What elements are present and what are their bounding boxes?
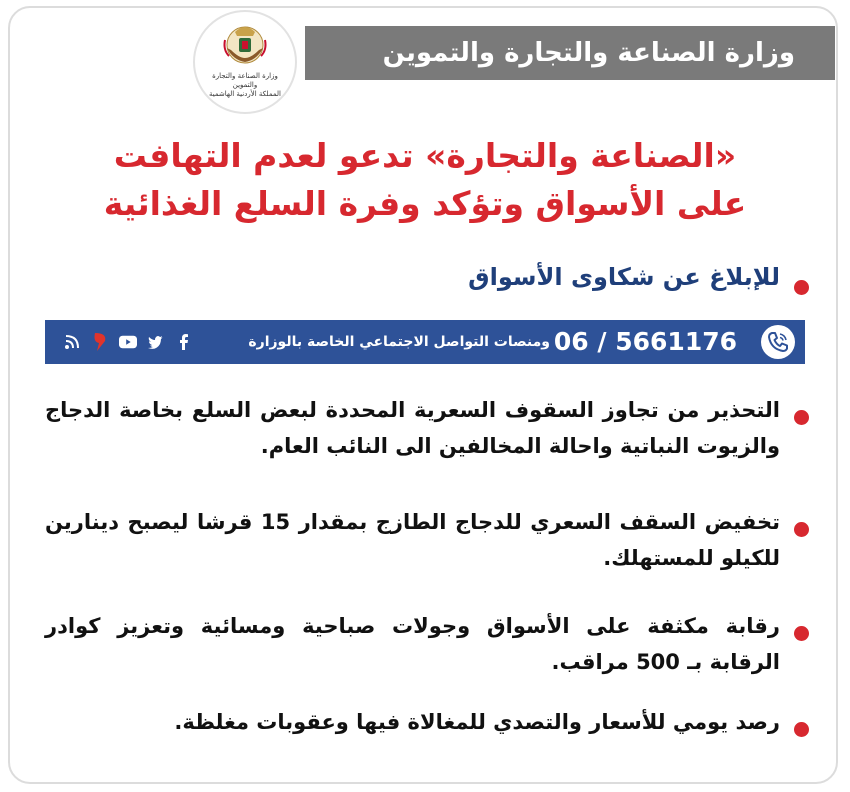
- facebook-icon[interactable]: [175, 333, 193, 351]
- twitter-icon[interactable]: [147, 333, 165, 351]
- list-item: تخفيض السقف السعري للدجاج الطازج بمقدار 15 قرشا ليصبح دينارين للكيلو للمستهلك.: [45, 510, 780, 570]
- bullet-item-3: [794, 626, 809, 641]
- phone-icon[interactable]: [761, 325, 795, 359]
- list-item: التحذير من تجاوز السقوف السعرية المحددة لبعض السلع بخاصة الدجاج والزيوت النباتية واحالة المخالفين الى النائب العام.: [45, 398, 780, 458]
- headline-line1: «الصناعة والتجارة» تدعو لعدم التهافت: [113, 136, 737, 175]
- list-item: رقابة مكثفة على الأسواق وجولات صباحية ومسائية وتعزيز كوادر الرقابة بـ 500 مراقب.: [45, 614, 780, 674]
- headline-line2: على الأسواق وتؤكد وفرة السلع الغذائية: [103, 184, 747, 223]
- ministry-name: وزارة الصناعة والتجارة والتموين: [382, 38, 795, 68]
- contact-bar: [45, 320, 805, 364]
- social-icons: [63, 326, 193, 358]
- social-platforms-label: ومنصات التواصل الاجتماعي الخاصة بالوزارة: [248, 334, 550, 350]
- rss-icon[interactable]: [63, 333, 81, 351]
- complaints-label: للإبلاغ عن شكاوى الأسواق: [468, 263, 780, 291]
- logo-caption-line1: وزارة الصناعة والتجارة والتموين: [212, 72, 278, 89]
- ministry-logo: [193, 10, 297, 114]
- logo-caption-line2: المملكة الأردنية الهاشمية: [208, 90, 282, 98]
- bullet-item-2: [794, 522, 809, 537]
- ministry-header: [305, 26, 835, 80]
- list-item: رصد يومي للأسعار والتصدي للمغالاة فيها وعقوبات مغلظة.: [174, 710, 780, 734]
- brand-logo-icon: [91, 333, 109, 351]
- headline: [40, 132, 810, 228]
- bullet-item-4: [794, 722, 809, 737]
- phone-number[interactable]: 06 / 5661176: [553, 327, 737, 356]
- bullet-item-1: [794, 410, 809, 425]
- logo-caption: [199, 72, 291, 99]
- bullet-complaints: [794, 280, 809, 295]
- youtube-icon[interactable]: [119, 333, 137, 351]
